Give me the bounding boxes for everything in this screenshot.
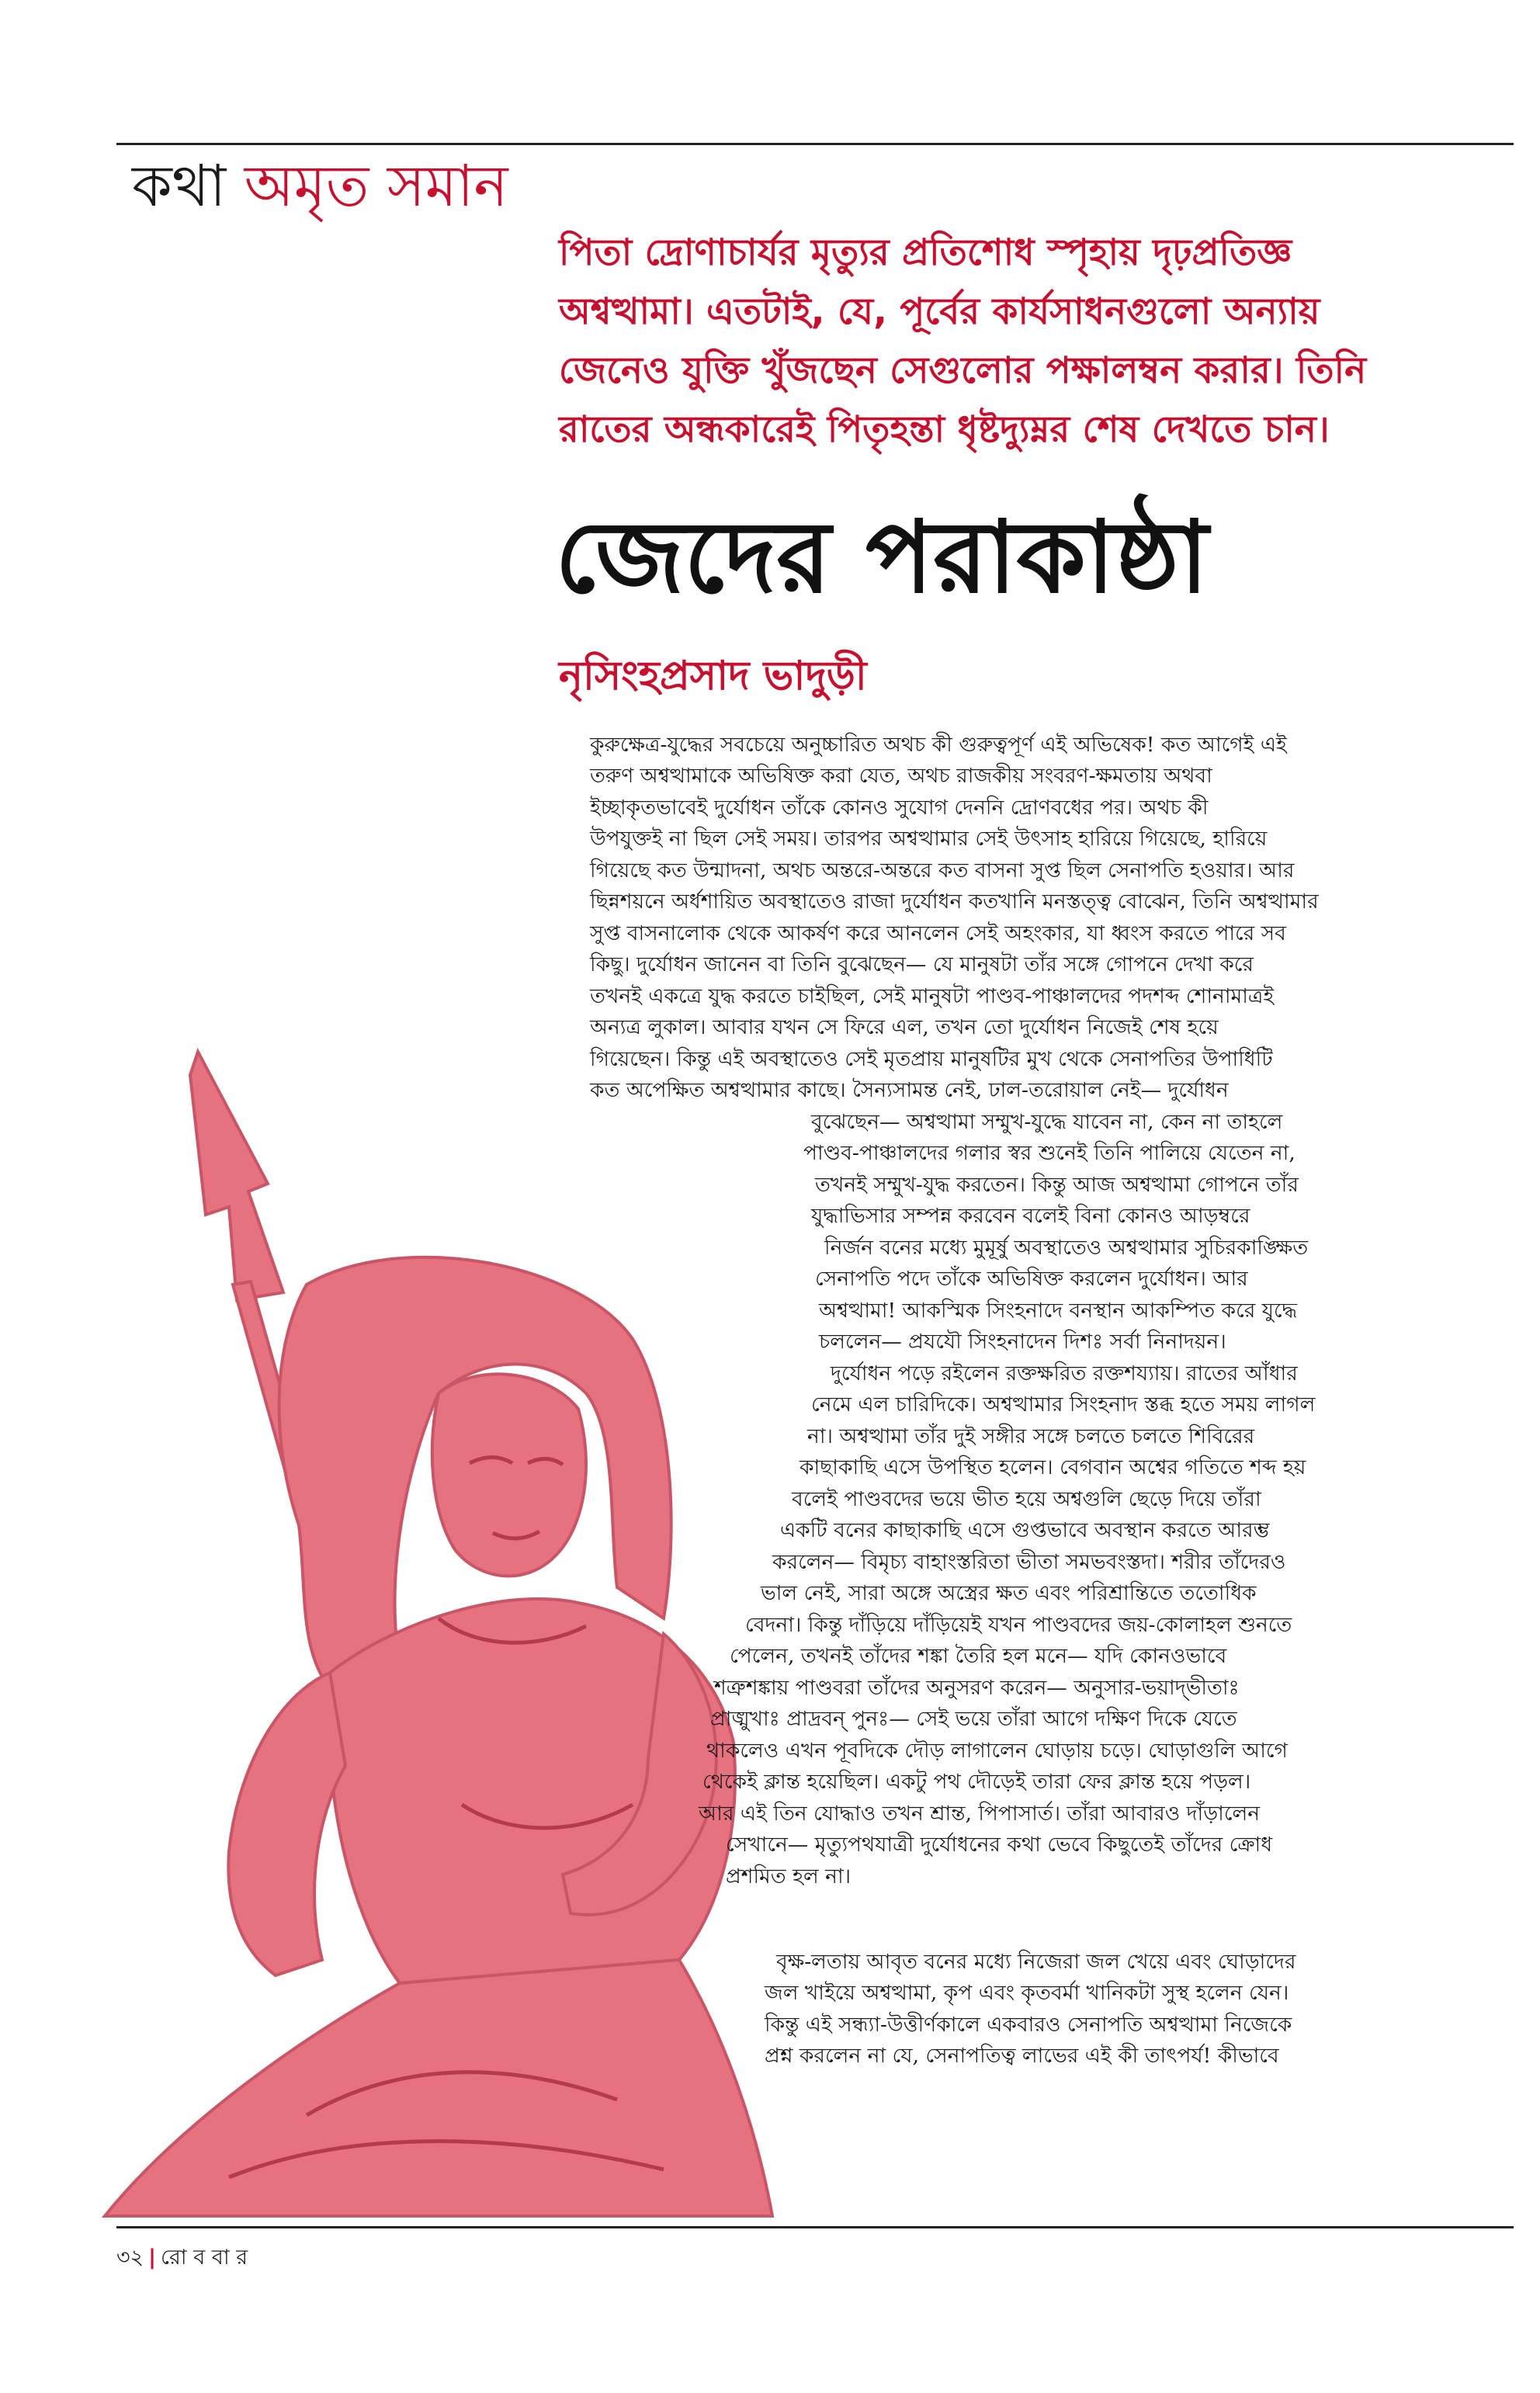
body-line: গিয়েছে কত উন্মাদনা, অথচ অন্তরে-অন্তরে কত বাসনা সুপ্ত ছিল সেনাপতি হওয়ার। আর [590,858,1295,883]
body-line: তরুণ অশ্বত্থামাকে অভিষিক্ত করা যেত, অথচ রাজকীয় সংবরণ-ক্ষমতায় অথবা [590,764,1212,788]
body-line: চললেন— প্রযযৌ সিংহনাদেন দিশঃ সর্বা নিনাদয়ন। [819,1330,1226,1354]
body-line: তখনই একত্রে যুদ্ধ করতে চাইছিল, সেই মানুষটা পাণ্ডব-পাঞ্চালদের পদশব্দ শোনামাত্রই [590,984,1275,1008]
face-icon [432,1374,586,1576]
body-line: নেমে এল চারিদিকে। অশ্বত্থামার সিংহনাদ স্তব্ধ হতে সময় লাগল [811,1392,1316,1417]
top-rule [116,143,1514,145]
body-line: বুঝেছেন— অশ্বত্থামা সম্মুখ-যুদ্ধে যাবেন না, কেন না তাহলে [811,1110,1283,1134]
body-line: না। অশ্বত্থামা তাঁর দুই সঙ্গীর সঙ্গে চলতে চলতে শিবিরের [807,1424,1255,1448]
body-line: ভাল নেই, সারা অঙ্গে অস্ত্রের ক্ষত এবং পরিশ্রান্তিতে ততোধিক [761,1581,1257,1605]
body-line: থেকেই ক্লান্ত হয়েছিল। একটু পথ দৌড়েই তারা ফের ক্লান্ত হয়ে পড়ল। [702,1770,1251,1794]
body-line: করলেন— বিমৃচ্য বাহাংস্তরিতা ভীতা সমভবংস্তদা। শরীর তাঁদেরও [772,1550,1286,1574]
page-number: ৩২ [116,2246,144,2270]
body-line: প্রাঙ্মুখাঃ প্রাদ্রবন্ পুনঃ— সেই ভয়ে তাঁরা আগে দক্ষিণ দিকে যেতে [710,1707,1237,1731]
body-line: পাণ্ডব-পাঞ্চালদের গলার স্বর শুনেই তিনি পালিয়ে যেতেন না, [803,1141,1295,1165]
warrior-illustration [74,1028,819,2220]
body-line: তখনই সম্মুখ-যুদ্ধ করতেন। কিন্তু আজ অশ্বত্থামা গোপনে তাঁর [815,1173,1299,1197]
body-line: থাকলেও এখন পূবদিকে দৌড় লাগালেন ঘোড়ায় চড়ে। ঘোড়াগুলি আগে [706,1739,1288,1763]
section-word-1: কথা [132,153,227,220]
body-line: কিছু। দুর্যোধন জানেন বা তিনি বুঝেছেন— যে মানুষটা তাঁর সঙ্গে গোপনে দেখা করে [590,952,1254,976]
body-line: প্রশ্ন করলেন না যে, সেনাপতিত্ব লাভের এই কী তাৎপর্য! কীভাবে [765,2044,1279,2068]
body-line: দুর্যোধন পড়ে রইলেন রক্তক্ষরিত রক্তশয্যায়। রাতের আঁধার [831,1361,1298,1386]
body-line: বলেই পাণ্ডবদের ভয়ে ভীত হয়ে অশ্বগুলি ছেড়ে দিয়ে তাঁরা [792,1487,1261,1511]
body-line: সুপ্ত বাসনালোক থেকে আকর্ষণ করে আনলেন সেই অহংকার, যা ধ্বংস করতে পারে সব [590,921,1286,945]
body-line: সেনাপতি পদে তাঁকে অভিষিক্ত করলেন দুর্যোধন। আর [815,1267,1248,1291]
body-line: ছিন্নশয়নে অর্ধশায়িত অবস্থাতেও রাজা দুর্যোধন কতখানি মনস্তত্ত্ব বোঝেন, তিনি অশ্বত্থামার [590,890,1319,914]
left-arm-icon [228,1673,345,1975]
bottom-rule [116,2226,1514,2228]
body-line: গিয়েছেন। কিন্তু এই অবস্থাতেও সেই মৃতপ্রায় মানুষটির মুখ থেকে সেনাপতির উপাধিটি [590,1047,1273,1071]
magazine-name: রো ব বা র [161,2246,248,2270]
body-line: আর এই তিন যোদ্ধাও তখন শ্রান্ত, পিপাসার্ত। তাঁরা আবারও দাঁড়ালেন [699,1802,1261,1826]
body-line: সেখানে— মৃত্যুপথযাত্রী দুর্যোধনের কথা ভেবে কিছুতেই তাঁদের ক্রোধ [726,1833,1273,1857]
body-line: প্রশমিত হল না। [726,1864,852,1888]
article-title: জেদের পরাকাষ্ঠা [555,500,1209,616]
body-line: কিন্তু এই সন্ধ্যা-উত্তীর্ণকালে একবারও সেনাপতি অশ্বত্থামা নিজেকে [765,2013,1292,2037]
body-line: বেদনা। কিন্তু দাঁড়িয়ে দাঁড়িয়েই যখন পাণ্ডবদের জয়-কোলাহল শুনতে [745,1613,1292,1637]
body-line: জল খাইয়ে অশ্বত্থামা, কৃপ এবং কৃতবর্মা খানিকটা সুস্থ হলেন যেন। [765,1981,1289,2005]
body-line: নির্জন বনের মধ্যে মুমূর্ষু অবস্থাতেও অশ্বত্থামার সুচিরকাঙ্ক্ষিত [824,1236,1309,1260]
body-line: একটি বনের কাছাকাছি এসে গুপ্তভাবে অবস্থান করতে আরম্ভ [780,1518,1270,1542]
body-line: উপযুক্তই না ছিল সেই সময়। তারপর অশ্বত্থামার সেই উৎসাহ হারিয়ে গিয়েছে, হারিয়ে [590,827,1268,851]
footer-divider: | [148,2246,156,2270]
body-line: যুদ্ধাভিসার সম্পন্ন করবেন বলেই বিনা কোনও আড়ম্বরে [811,1204,1250,1228]
body-line: শত্রুশঙ্কায় পাণ্ডবরা তাঁদের অনুসরণ করেন— অনুসার-ভয়াদ্‌ভীতাঃ [714,1676,1240,1700]
body-line: কাছাকাছি এসে উপস্থিত হলেন। বেগবান অশ্বের গতিতে শব্দ হয় [799,1455,1306,1479]
body-line: অশ্বত্থামা! আকস্মিক সিংহনাদে বনস্থান আকম্পিত করে যুদ্ধে [819,1299,1298,1323]
body-line: অন্যত্র লুকাল। আবার যখন সে ফিরে এল, তখন তো দুর্যোধন নিজেই শেষ হয়ে [590,1015,1219,1039]
author-byline: নৃসিংহপ্রসাদ ভাদুড়ী [559,653,867,699]
section-word-2: অমৃত সমান [244,153,508,220]
intro-blurb: পিতা দ্রোণাচার্যর মৃত্যুর প্রতিশোধ স্পৃহায় দৃঢ়প্রতিজ্ঞ অশ্বত্থামা। এতটাই, যে, পূর্বের কার্যসাধনগুলো অন্যায় জেনেও যুক্তি খুঁজছেন সেগুলোর পক্ষালম্বন করার। তিনি রাতের অন্ধকারেই পিতৃহন্তা ধৃষ্টদ্যুম্নর শেষ দেখতে চান। [559,231,1367,451]
spear-head-icon [190,1052,283,1300]
body-line: বৃক্ষ-লতায় আবৃত বনের মধ্যে নিজেরা জল খেয়ে এবং ঘোড়াদের [776,1950,1296,1974]
body-line: ইচ্ছাকৃতভাবেই দুর্যোধন তাঁকে কোনও সুযোগ দেননি দ্রোণবধের পর। অথচ কী [590,796,1209,820]
body-line: পেলেন, তখনই তাঁদের শঙ্কা তৈরি হল মনে— যদি কোনওভাবে [730,1644,1227,1668]
body-line: কুরুক্ষেত্র-যুদ্ধের সবচেয়ে অনুচ্চারিত অথচ কী গুরুত্বপূর্ণ এই অভিষেক! কত আগেই এই [590,733,1287,757]
garment-icon [105,1960,772,2216]
page-footer [116,2242,248,2277]
body-line: কত অপেক্ষিত অশ্বত্থামার কাছে। সৈন্যসামন্ত নেই, ঢাল-তরোয়াল নেই— দুর্যোধন [590,1078,1229,1102]
section-header [132,155,508,218]
